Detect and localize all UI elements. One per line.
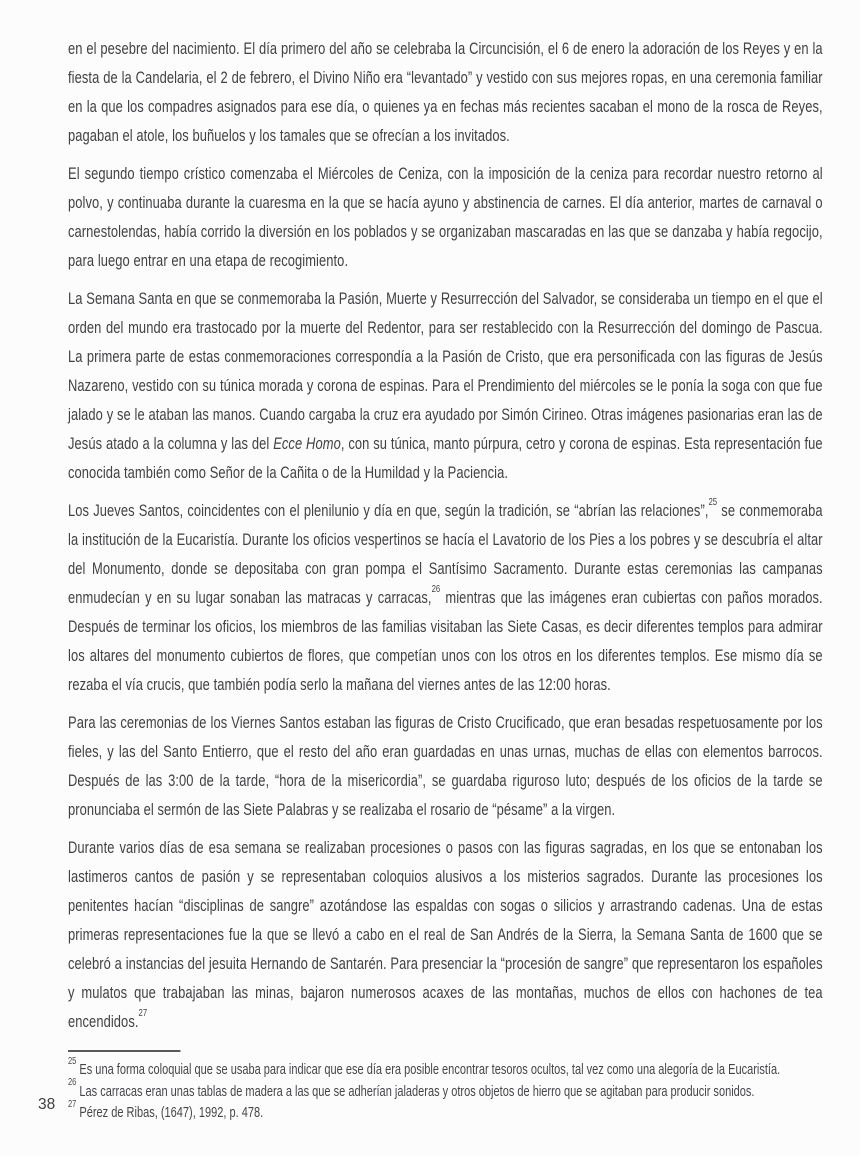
footnote-ref-27: 27 — [138, 1007, 148, 1019]
paragraph-6-text: Durante varios días de esa semana se realizaban procesiones o pasos con las figuras sagradas, en los que se entonaban los lastimeros cantos de pasión y se representaban coloquios alusivos a los misterios sagrados. Durante las procesiones los penitentes hacían “disciplinas de sangre” azotándose las espaldas con sogas o silicios y arrastrando cadenas. Una de estas primeras representaciones fue la que se llevó a cabo en el real de San Andrés de la Sierra, la Semana Santa de 1600 que se celebró a instancias del jesuita Hernando de Santarén. Para presenciar la “procesión de sangre” que representaron los españoles y mulatos que trabajaban las minas, bajaron numerosos acaxes de las montañas, muchos de ellos con hachones de tea encendidos. — [68, 838, 823, 1031]
paragraph-5-text: Para las ceremonias de los Viernes Santos estaban las figuras de Cristo Crucificado, que eran besadas respetuosamente por los fieles, y las del Santo Entierro, que el resto del año eran guardadas en unas urnas, muchas de ellas con elementos barrocos. Después de las 3:00 de la tarde, “hora de la misericordia”, se guardaba riguroso luto; después de los oficios de la tarde se pronunciaba el sermón de las Siete Palabras y se realizaba el rosario de “pésame” a la virgen. — [68, 713, 823, 819]
footnote-25 — [68, 1055, 823, 1082]
footnote-separator — [68, 1050, 180, 1052]
paragraph-5 — [68, 708, 823, 824]
footnotes-section — [68, 1055, 823, 1125]
paragraph-3-text-cont: , con su túnica, manto púrpura, cetro y corona de espinas. Esta representación fue conocida también como Señor de la Cañita o de la Humildad y la Paciencia. — [68, 434, 823, 482]
footnote-25-text: Es una forma coloquial que se usaba para indicar que ese día era posible encontrar tesoros ocultos, tal vez como una alegoría de la Eucaristía. — [79, 1062, 781, 1078]
footnote-ref-26: 26 — [431, 583, 441, 595]
body-text — [68, 34, 823, 1125]
footnote-26-number: 26 — [68, 1077, 77, 1089]
paragraph-1-text: en el pesebre del nacimiento. El día primero del año se celebraba la Circuncisión, el 6 de enero la adoración de los Reyes y en la fiesta de la Candelaria, el 2 de febrero, el Divino Niño era “levantado” y vestido con sus mejores ropas, en una ceremonia familiar en la que los compadres asignados para ese día, o quienes ya en fechas más recientes sacaban el mono de la rosca de Reyes, pagaban el atole, los buñuelos y los tamales que se ofrecían a los invitados. — [68, 39, 823, 145]
footnote-25-number: 25 — [68, 1055, 77, 1067]
footnote-ref-25: 25 — [708, 496, 718, 508]
footnote-27 — [68, 1098, 823, 1125]
paragraph-1 — [68, 34, 823, 150]
footnote-27-number: 27 — [68, 1098, 77, 1110]
paragraph-6 — [68, 833, 823, 1036]
paragraph-4-text-cont2: mientras que las imágenes eran cubiertas con paños morados. Después de terminar los oficios, los miembros de las familias visitaban las Siete Casas, es decir diferentes templos para admirar los altares del monumento cubiertos de flores, que competían unos con los otros en los diferentes templos. Ese mismo día se rezaba el vía crucis, que también podía serlo la mañana del viernes antes de las 12:00 horas. — [68, 588, 823, 694]
paragraph-4 — [68, 496, 823, 699]
paragraph-2-text: El segundo tiempo crístico comenzaba el Miércoles de Ceniza, con la imposición de la ceniza para recordar nuestro retorno al polvo, y continuaba durante la cuaresma en la que se hacía ayuno y abstinencia de carnes. El día anterior, martes de carnaval o carnestolendas, había corrido la diversión en los poblados y se organizaban mascaradas en las que se danzaba y había regocijo, para luego entrar en una etapa de recogimiento. — [68, 164, 823, 270]
footnote-26-text: Las carracas eran unas tablas de madera a las que se adherían jaladeras y otros objetos de hierro que se agitaban para producir sonidos. — [79, 1083, 755, 1100]
page-number: 38 — [38, 1096, 56, 1113]
paragraph-4-text-cont: se conmemoraba la institución de la Eucaristía. Durante los oficios vespertinos se hacía el Lavatorio de los Pies a los pobres y se descubría el altar del Monumento, donde se depositaba con gran pompa el Santísimo Sacramento. Durante estas ceremonias las campanas enmudecían y en su lugar sonaban las matracas y carracas, — [68, 501, 823, 607]
footnote-26 — [68, 1077, 823, 1104]
paragraph-3 — [68, 284, 823, 487]
italic-phrase-ecce-homo: Ecce Homo — [273, 434, 341, 453]
paragraph-4-text: Los Jueves Santos, coincidentes con el plenilunio y día en que, según la tradición, se “abrían las relaciones”, — [68, 501, 709, 520]
footnote-27-text: Pérez de Ribas, (1647), 1992, p. 478. — [79, 1105, 264, 1121]
paragraph-3-text: La Semana Santa en que se conmemoraba la Pasión, Muerte y Resurrección del Salvador, se consideraba un tiempo en el que el orden del mundo era trastocado por la muerte del Redentor, para ser restablecido con la Resurrección del domingo de Pascua. La primera parte de estas conmemoraciones correspondía a la Pasión de Cristo, que era personificada con las figuras de Jesús Nazareno, vestido con su túnica morada y corona de espinas. Para el Prendimiento del miércoles se le ponía la soga con que fue jalado y se le ataban las manos. Cuando cargaba la cruz era ayudado por Simón Cirineo. Otras imágenes pasionarias eran las de Jesús atado a la columna y las del — [68, 289, 823, 453]
paragraph-2 — [68, 159, 823, 275]
